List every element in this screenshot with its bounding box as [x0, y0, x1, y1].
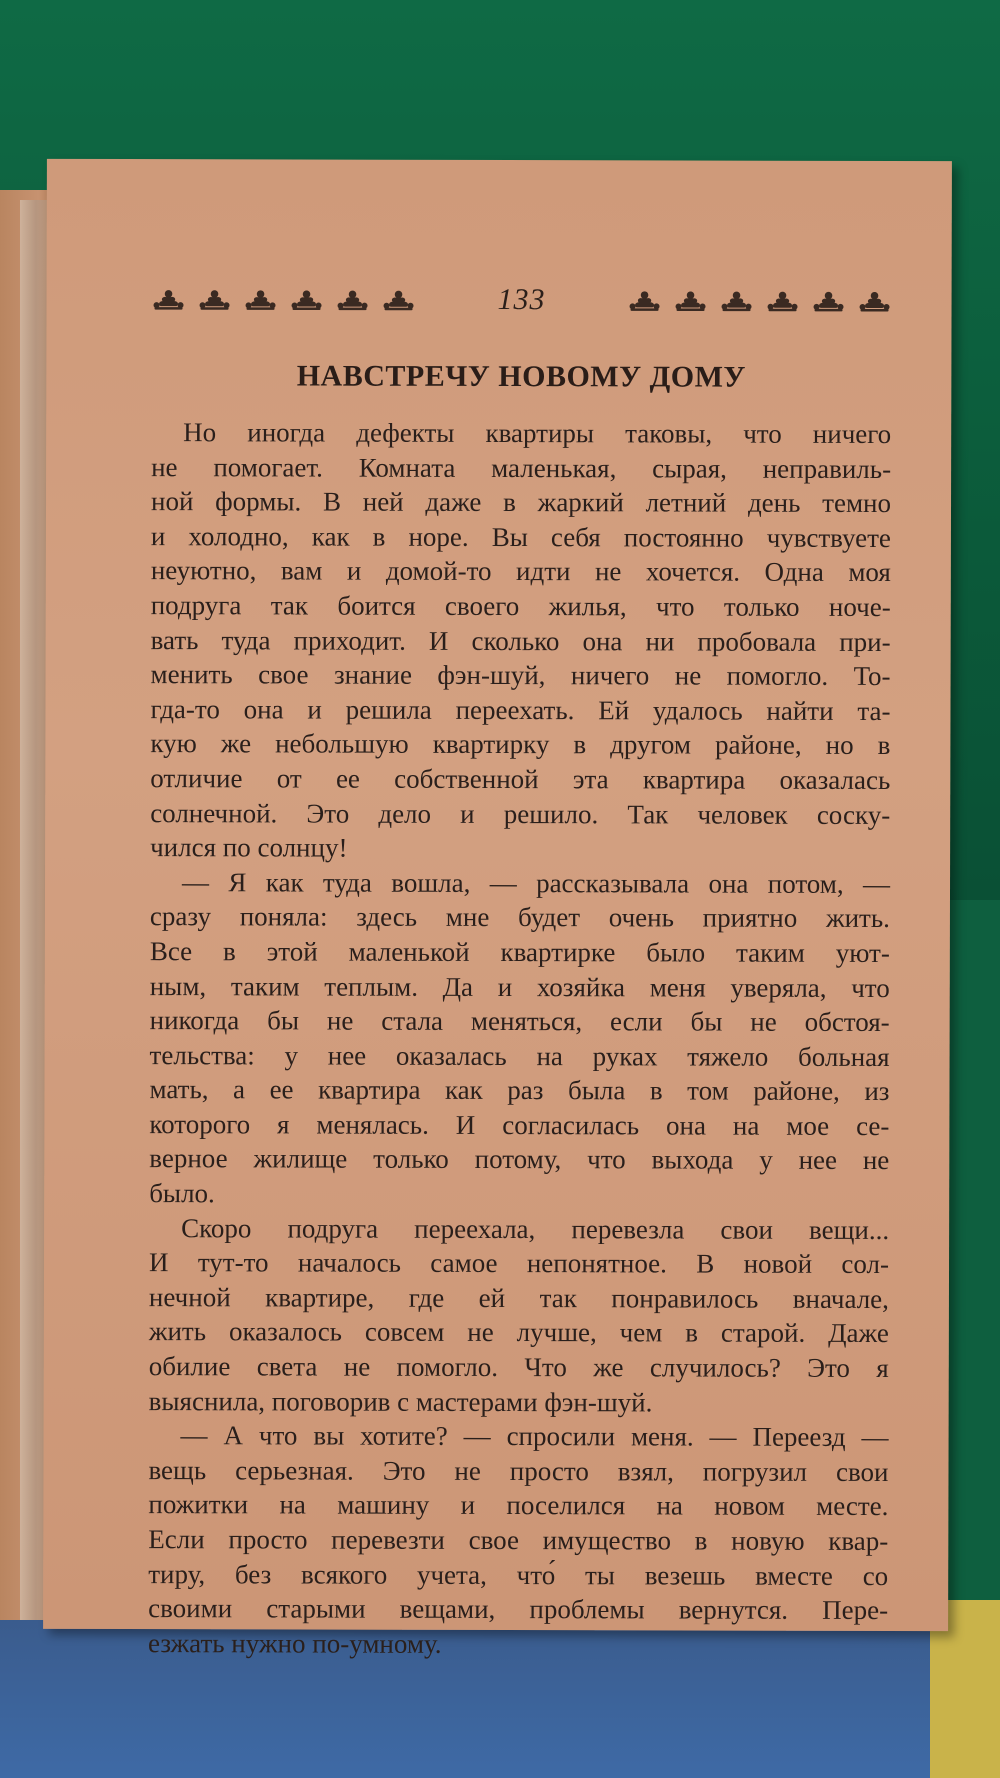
text-line: верное жилище только потому, что выхода у нее не: [149, 1143, 890, 1176]
fleur-ornament-icon: [674, 288, 708, 312]
text-line: — А что вы хотите? — спросили меня. — Переезд —: [180, 1420, 889, 1453]
text-line: не помогает. Комната маленькая, сырая, неправиль-: [151, 451, 892, 484]
text-line: никогда бы не стала меняться, если бы не обстоя-: [149, 1005, 890, 1038]
page-header: [152, 279, 892, 321]
text-line: кую же небольшую квартирку в другом районе, но в: [150, 728, 891, 761]
text-line: И тут-то началось самое непонятное. В новой сол-: [148, 1247, 890, 1280]
text-line: тиру, без всякого учета, что́ ты везешь вместе со: [148, 1558, 889, 1591]
fleur-ornament-icon: [198, 287, 232, 311]
text-line: менить свое знание фэн-шуй, ничего не помогло. То-: [150, 659, 891, 692]
fleur-ornament-icon: [628, 288, 662, 312]
text-line: нечной квартире, где ей так понравилось вначале,: [148, 1281, 889, 1314]
text-line: выяснила, поговорив с мастерами фэн-шуй.: [148, 1385, 653, 1418]
text-line: которого я менялась. И согласилась она на мое се-: [149, 1108, 890, 1141]
text-line: вать туда приходит. И сколько она ни пробовала при-: [150, 624, 891, 657]
text-line: вещь серьезная. Это не просто взял, погрузил свои: [148, 1454, 889, 1487]
fleur-ornament-icon: [336, 288, 370, 312]
text-line: Скоро подруга переехала, перевезла свои вещи...: [181, 1212, 890, 1245]
fleur-ornament-icon: [290, 287, 324, 311]
text-line: Если просто перевезти свое имущество в новую квар-: [148, 1524, 889, 1557]
text-line: ным, таким теплым. Да и хозяйка меня уверяла, что: [149, 970, 890, 1003]
body-text: [148, 415, 891, 1662]
fleur-ornament-icon: [244, 287, 278, 311]
text-line: сразу поняла: здесь мне будет очень приятно жить.: [149, 901, 890, 934]
text-line: жить оказалось совсем не лучше, чем в старой. Даже: [148, 1316, 889, 1349]
fleur-ornament-icon: [382, 288, 416, 312]
text-line: Но иногда дефекты квартиры таковы, что ничего: [183, 417, 892, 450]
text-line: мать, а ее квартира как раз была в том районе, из: [149, 1074, 890, 1107]
text-line: солнечной. Это дело и решило. Так человек соску-: [150, 797, 891, 830]
fleur-ornament-icon: [766, 289, 800, 313]
ornament-row-right: [628, 288, 892, 313]
chapter-title: НАВСТРЕЧУ НОВОМУ ДОМУ: [296, 359, 747, 394]
page-number: 133: [497, 282, 546, 317]
text-line: езжать нужно по-умному.: [148, 1627, 442, 1659]
book-page: [43, 159, 952, 1659]
text-line: было.: [149, 1178, 215, 1209]
page-content: [148, 279, 892, 1659]
text-line: Все в этой маленькой квартирке было таким уют-: [149, 935, 890, 968]
text-line: пожитки на машину и поселился на новом месте.: [148, 1489, 889, 1522]
text-line: своими старыми вещами, проблемы вернутся. Пере-: [148, 1593, 889, 1626]
text-line: отличие от ее собственной эта квартира оказалась: [150, 763, 891, 795]
fleur-ornament-icon: [858, 289, 892, 313]
fleur-ornament-icon: [812, 289, 846, 313]
text-line: — Я как туда вошла, — рассказывала она потом, —: [181, 866, 891, 899]
text-line: гда-то она и решила переехать. Ей удалось найти та-: [150, 693, 891, 726]
text-line: неуютно, вам и домой-то идти не хочется. Одна моя: [150, 555, 891, 588]
text-line: обилие света не помогло. Что же случилось? Это я: [148, 1351, 889, 1384]
text-line: чился по солнцу!: [150, 832, 348, 863]
fleur-ornament-icon: [152, 287, 186, 311]
text-line: и холодно, как в норе. Вы себя постоянно чувствуете: [150, 520, 891, 553]
ornament-row-left: [152, 287, 416, 312]
text-line: подруга так боится своего жилья, что только ноче-: [150, 590, 891, 622]
text-line: ной формы. В ней даже в жаркий летний день темно: [150, 486, 892, 519]
text-line: тельства: у нее оказалась на руках тяжело больная: [149, 1039, 890, 1072]
fleur-ornament-icon: [720, 289, 754, 313]
